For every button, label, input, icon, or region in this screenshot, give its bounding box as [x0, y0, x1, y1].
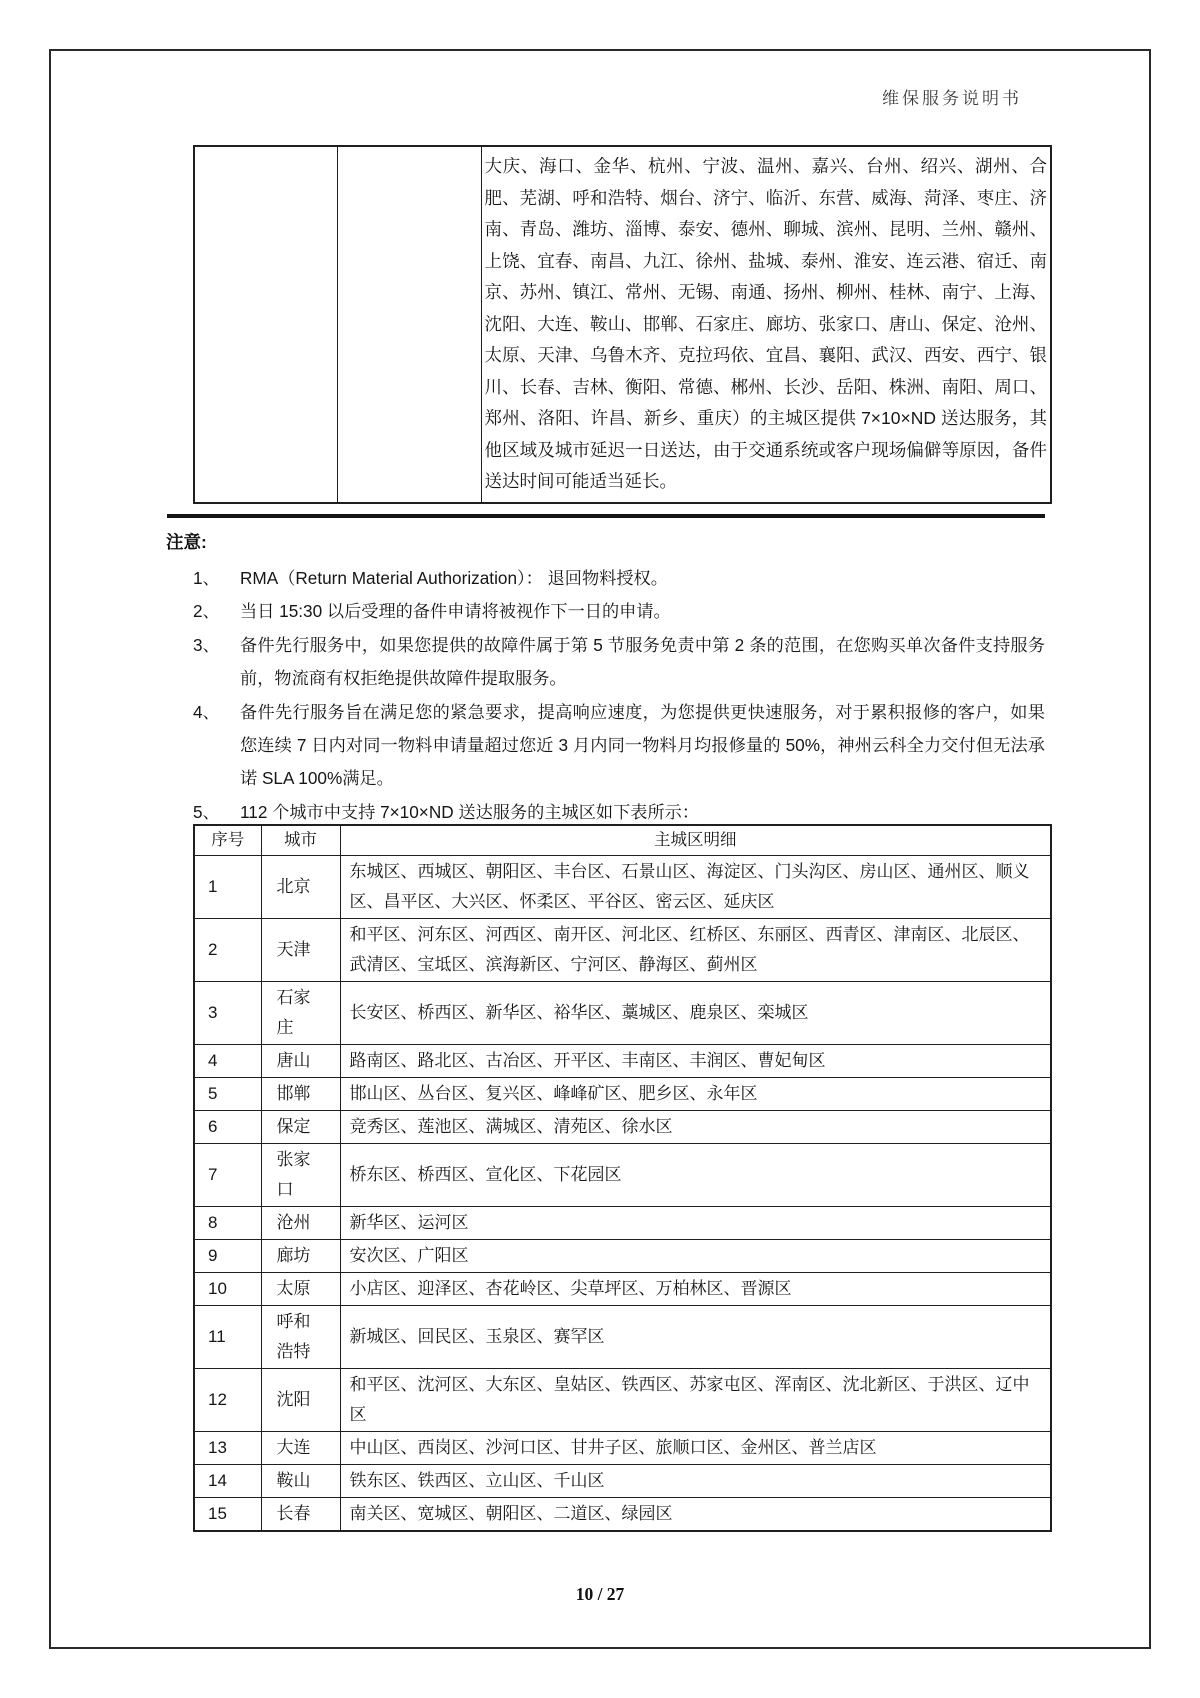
city-row-number: 15 [194, 1498, 261, 1532]
city-row-number: 12 [194, 1369, 261, 1432]
city-row-city: 石家庄 [261, 982, 340, 1045]
notice-heading: 注意: [166, 532, 207, 552]
city-row-number: 7 [194, 1144, 261, 1207]
city-row-districts: 东城区、西城区、朝阳区、丰台区、石景山区、海淀区、门头沟区、房山区、通州区、顺义区、昌平区、大兴区、怀柔区、平谷区、密云区、延庆区 [340, 856, 1051, 919]
city-table-row [194, 1369, 1051, 1432]
city-row-number: 1 [194, 856, 261, 919]
notice-item-text: 备件先行服务旨在满足您的紧急要求，提高响应速度，为您提供更快速服务，对于累积报修的客户，如果您连续 7 日内对同一物料申请量超过您近 3 月内同一物料月均报修量的 50%，神州云科全力交付但无法承诺 SLA 100%满足。 [240, 701, 1045, 789]
notice-item-text: 备件先行服务中，如果您提供的故障件属于第 5 节服务免责中第 2 条的范围，在您购买单次备件支持服务前，物流商有权拒绝提供故障件提取服务。 [240, 634, 1045, 689]
notice-item-number: 5、 [193, 801, 220, 822]
notice-item-text: RMA（Return Material Authorization）： 退回物料授权。 [240, 568, 668, 588]
city-row-city: 长春 [261, 1498, 340, 1532]
city-row-city: 张家口 [261, 1144, 340, 1207]
notice-item-text: 当日 15:30 以后受理的备件申请将被视作下一日的申请。 [240, 601, 671, 622]
city-table-row [194, 982, 1051, 1045]
notice-item [193, 595, 1045, 628]
city-row-number: 5 [194, 1078, 261, 1111]
header-serial-number: 序号 [194, 825, 261, 856]
city-table-row [194, 1144, 1051, 1207]
city-row-city: 北京 [261, 856, 340, 919]
city-row-districts: 桥东区、桥西区、宣化区、下花园区 [340, 1144, 1051, 1207]
city-districts-table [193, 824, 1052, 1532]
city-table-row [194, 1240, 1051, 1273]
city-row-city: 邯郸 [261, 1078, 340, 1111]
city-table-row [194, 1498, 1051, 1532]
city-table-row [194, 1306, 1051, 1369]
city-table-row [194, 1078, 1051, 1111]
city-row-city: 唐山 [261, 1045, 340, 1078]
city-table-row [194, 1432, 1051, 1465]
city-row-number: 10 [194, 1273, 261, 1306]
city-row-number: 8 [194, 1207, 261, 1240]
notice-item-text: 112 个城市中支持 7×10×ND 送达服务的主城区如下表所示： [240, 801, 700, 822]
city-row-districts: 新城区、回民区、玉泉区、赛罕区 [340, 1306, 1051, 1369]
city-row-districts: 路南区、路北区、古冶区、开平区、丰南区、丰润区、曹妃甸区 [340, 1045, 1051, 1078]
notice-item-number: 1、 [193, 568, 220, 588]
city-row-number: 11 [194, 1306, 261, 1369]
city-row-districts: 小店区、迎泽区、杏花岭区、尖草坪区、万柏林区、晋源区 [340, 1273, 1051, 1306]
city-table-row [194, 1273, 1051, 1306]
city-row-districts: 南关区、宽城区、朝阳区、二道区、绿园区 [340, 1498, 1051, 1532]
city-table-row [194, 1045, 1051, 1078]
city-row-districts: 安次区、广阳区 [340, 1240, 1051, 1273]
city-row-number: 2 [194, 919, 261, 982]
city-row-number: 6 [194, 1111, 261, 1144]
city-table-row [194, 1111, 1051, 1144]
city-table-header-row [194, 825, 1051, 856]
notice-item [193, 696, 1045, 796]
notice-item-number: 2、 [193, 601, 220, 622]
notice-item [193, 562, 1045, 595]
notice-item-number: 4、 [193, 701, 220, 722]
city-row-districts: 和平区、河东区、河西区、南开区、河北区、红桥区、东丽区、西青区、津南区、北辰区、武清区、宝坻区、滨海新区、宁河区、静海区、蓟州区 [340, 919, 1051, 982]
city-row-city: 大连 [261, 1432, 340, 1465]
spare-parts-delivery-table [193, 145, 1052, 504]
header-districts-detail: 主城区明细 [340, 825, 1051, 856]
city-row-city: 鞍山 [261, 1465, 340, 1498]
city-table-body [194, 856, 1051, 1532]
city-row-districts: 和平区、沈河区、大东区、皇姑区、铁西区、苏家屯区、浑南区、沈北新区、于洪区、辽中区 [340, 1369, 1051, 1432]
notice-item-number: 3、 [193, 634, 220, 655]
city-table-row [194, 1465, 1051, 1498]
city-row-number: 4 [194, 1045, 261, 1078]
notice-item [193, 629, 1045, 696]
city-row-districts: 铁东区、铁西区、立山区、千山区 [340, 1465, 1051, 1498]
city-row-city: 太原 [261, 1273, 340, 1306]
delivery-cities-text: 大庆、海口、金华、杭州、宁波、温州、嘉兴、台州、绍兴、湖州、合肥、芜湖、呼和浩特、烟台、济宁、临沂、东营、威海、菏泽、枣庄、济南、青岛、潍坊、淄博、泰安、德州、聊城、滨州、昆明、兰州、赣州、上饶、宜春、南昌、九江、徐州、盐城、泰州、淮安、连云港、宿迁、南京、苏州、镇江、常州、无锡、南通、扬州、柳州、桂林、南宁、上海、沈阳、大连、鞍山、邯郸、石家庄、廊坊、张家口、唐山、保定、沧州、太原、天津、乌鲁木齐、克拉玛依、宜昌、襄阳、武汉、西安、西宁、银川、长春、吉林、衡阳、常德、郴州、长沙、岳阳、株洲、南阳、周口、郑州、洛阳、许昌、新乡、重庆）的主城区提供 7×10×ND 送达服务，其他区域及城市延迟一日送达，由于交通系统或客户现场偏僻等原因，备件送达时间可能适当延长。 [481, 146, 1051, 503]
section-divider [167, 514, 1045, 518]
city-row-number: 14 [194, 1465, 261, 1498]
notice-list [193, 562, 1045, 829]
empty-cell-service-desc [337, 146, 481, 503]
city-table-row [194, 919, 1051, 982]
city-table-row [194, 1207, 1051, 1240]
city-table-row [194, 856, 1051, 919]
empty-cell-service-type [194, 146, 337, 503]
city-row-number: 9 [194, 1240, 261, 1273]
city-row-number: 13 [194, 1432, 261, 1465]
doc-header-title: 维保服务说明书 [882, 89, 1022, 108]
city-row-city: 廊坊 [261, 1240, 340, 1273]
city-row-city: 沧州 [261, 1207, 340, 1240]
city-row-districts: 中山区、西岗区、沙河口区、甘井子区、旅顺口区、金州区、普兰店区 [340, 1432, 1051, 1465]
spare-parts-delivery-row [194, 146, 1051, 503]
city-row-districts: 竞秀区、莲池区、满城区、清苑区、徐水区 [340, 1111, 1051, 1144]
city-row-districts: 新华区、运河区 [340, 1207, 1051, 1240]
city-row-districts: 邯山区、丛台区、复兴区、峰峰矿区、肥乡区、永年区 [340, 1078, 1051, 1111]
city-row-number: 3 [194, 982, 261, 1045]
city-row-city: 沈阳 [261, 1369, 340, 1432]
city-row-city: 呼和浩特 [261, 1306, 340, 1369]
city-row-city: 天津 [261, 919, 340, 982]
city-row-city: 保定 [261, 1111, 340, 1144]
header-city: 城市 [261, 825, 340, 856]
page-number: 10 / 27 [575, 1584, 625, 1604]
city-row-districts: 长安区、桥西区、新华区、裕华区、藁城区、鹿泉区、栾城区 [340, 982, 1051, 1045]
